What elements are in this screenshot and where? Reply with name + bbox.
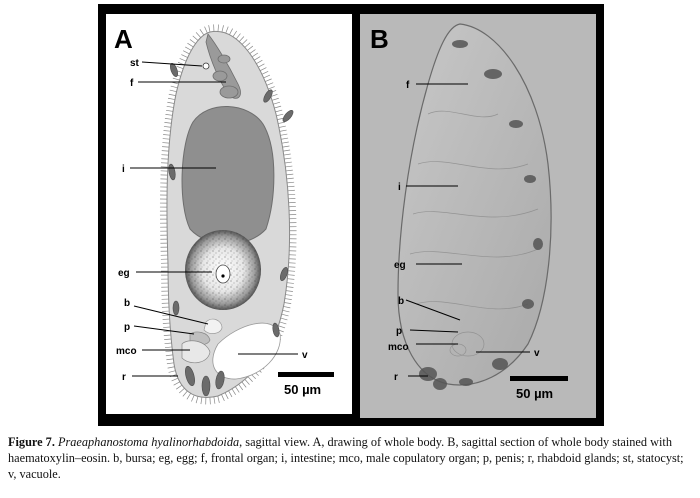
- label-b-mco: mco: [388, 342, 409, 353]
- panel-a: [106, 14, 352, 414]
- label-eg: eg: [118, 268, 130, 279]
- label-i: i: [122, 164, 125, 175]
- label-v: v: [302, 350, 308, 361]
- panel-a-letter: A: [114, 24, 133, 54]
- figure-caption: [8, 434, 694, 482]
- intestine: [182, 106, 274, 244]
- label-b-p: p: [396, 326, 403, 337]
- caption-text: , sagittal view. A, drawing of whole body. B, sagittal section of whole body stained with haematoxylin–eosin. b, bursa; eg, egg; f, frontal organ; i, intestine; mco, male copulatory organ; p, penis; r, rhabdoid glands; st, statocyst; v, vacuole.: [8, 435, 684, 481]
- egg: [185, 230, 261, 310]
- label-b-f: f: [406, 80, 410, 91]
- panel-a-scale-bar: [278, 372, 334, 377]
- statocyst: [203, 63, 209, 69]
- label-mco: mco: [116, 346, 137, 357]
- label-b-v: v: [534, 348, 540, 359]
- panel-b-scale-label: 50 µm: [516, 386, 554, 401]
- label-b-i: i: [398, 182, 401, 193]
- label-r: r: [122, 372, 126, 383]
- panel-b-letter: B: [370, 24, 389, 54]
- figure-frame: [98, 4, 604, 426]
- caption-figure-label: Figure 7.: [8, 435, 55, 449]
- label-b: b: [124, 298, 131, 309]
- bursa: [204, 319, 222, 334]
- panel-b: [360, 14, 596, 418]
- label-p: p: [124, 322, 131, 333]
- figure-svg: [98, 4, 604, 426]
- caption-species: Praeaphanostoma hyalinorhabdoida: [57, 435, 240, 449]
- panel-b-scale-bar: [510, 376, 568, 381]
- label-st: st: [130, 58, 139, 69]
- panel-a-scale-label: 50 µm: [284, 382, 322, 397]
- label-b-b: b: [398, 296, 405, 307]
- label-f: f: [130, 78, 134, 89]
- label-b-eg: eg: [394, 260, 406, 271]
- label-b-r: r: [394, 372, 398, 383]
